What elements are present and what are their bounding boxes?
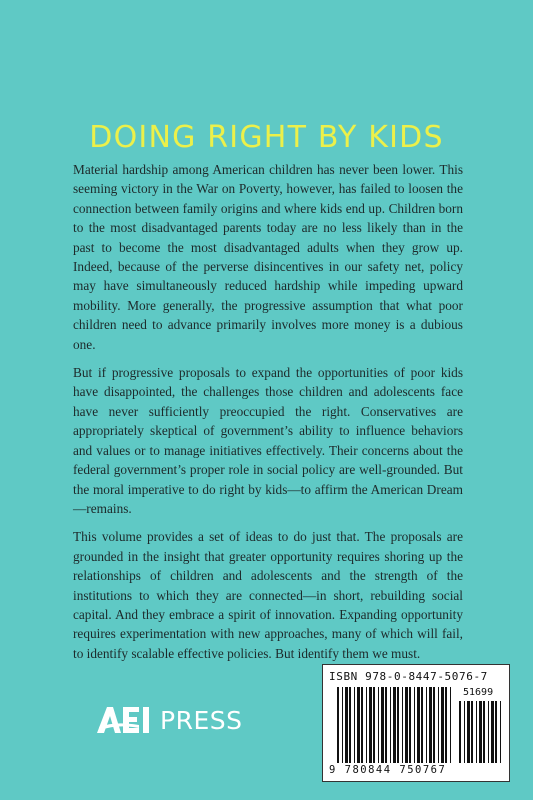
barcode-bar — [441, 687, 444, 763]
ean-number: 9 780844 750767 — [329, 764, 447, 776]
barcode-bar — [429, 687, 432, 763]
barcode-bar — [417, 687, 420, 763]
barcode-bar — [495, 701, 497, 763]
barcode-bar — [405, 687, 408, 763]
blurb-paragraph-2: But if progressive proposals to expand the opportunities of poor kids have disappointed, the challenges those children and adolescents face have never sufficiently preoccupied the right. Conservatives are appropriately skeptical of government’s ability to influence behaviors and values or to manage initiatives effectively. Their concerns about the federal government’s proper role in social policy are well-grounded. But the moral imperative to do right by kids—to affirm the American Dream—remains. — [73, 365, 463, 516]
barcode-bar — [366, 687, 367, 763]
blurb-paragraph-1: Material hardship among American children has never been lower. This seeming victory in the War on Poverty, however, has failed to loosen the connection between family origins and where kids end up. Children born to the most disadvantaged parents today are no less likely than in the past to become the most disadvantaged adults when they grow up. Indeed, because of the perverse disincentives in our safety net, policy may have simultaneously reduced hardship while impeding upward mobility. More generally, the progressive assumption that what poor children need to advance primarily involves more money is a dubious one. — [73, 162, 463, 352]
barcode-bar — [488, 701, 489, 763]
barcode-bar — [345, 687, 348, 763]
barcode-bar — [385, 687, 387, 763]
barcode-bar — [479, 701, 482, 763]
barcode-bar — [471, 701, 473, 763]
barcode-bar — [459, 701, 461, 763]
barcode-bar — [476, 701, 477, 763]
isbn-text: ISBN 978-0-8447-5076-7 — [329, 670, 488, 683]
barcode-bar — [337, 687, 339, 763]
isbn-barcode — [322, 664, 510, 782]
barcode-bar — [426, 687, 427, 763]
barcode-bar — [361, 687, 363, 763]
barcode-bar — [342, 687, 343, 763]
barcode-bar — [397, 687, 399, 763]
barcode-bar — [464, 701, 465, 763]
barcode-bar — [349, 687, 351, 763]
addon-barcode-bars — [459, 701, 503, 763]
ean-barcode-bars — [337, 687, 455, 763]
price-code: 51699 — [463, 687, 494, 698]
barcode-bar — [414, 687, 415, 763]
barcode-bar — [390, 687, 391, 763]
barcode-bar — [378, 687, 379, 763]
barcode-bar — [421, 687, 423, 763]
publisher-logo — [95, 703, 242, 737]
barcode-bar — [500, 701, 501, 763]
barcode-bar — [393, 687, 396, 763]
publisher-name: PRESS — [160, 705, 243, 735]
barcode-bar — [381, 687, 384, 763]
barcode-bar — [450, 687, 451, 763]
barcode-bar — [402, 687, 403, 763]
barcode-bar — [409, 687, 411, 763]
barcode-bar — [438, 687, 439, 763]
barcode-bar — [433, 687, 435, 763]
barcode-bar — [373, 687, 375, 763]
aei-logo-mark — [95, 703, 153, 737]
barcode-bar — [445, 687, 447, 763]
barcode-bar — [483, 701, 485, 763]
barcode-bar — [369, 687, 372, 763]
barcode-bar — [357, 687, 360, 763]
barcode-bar — [491, 701, 494, 763]
book-title: DOING RIGHT BY KIDS — [89, 120, 444, 156]
barcode-bar — [467, 701, 470, 763]
back-cover-blurb — [73, 160, 463, 672]
barcode-bar — [354, 687, 355, 763]
blurb-paragraph-3: This volume provides a set of ideas to do just that. The proposals are grounded in the insight that greater opportunity requires shoring up the relationships of children and adolescents and the strength of the institutions to which they are connected—in short, rebuilding social capital. And they embrace a spirit of innovation. Expanding opportunity requires experimentation with new approaches, many of which will fail, to identify scalable effective policies. But identify them we must. — [73, 529, 463, 661]
